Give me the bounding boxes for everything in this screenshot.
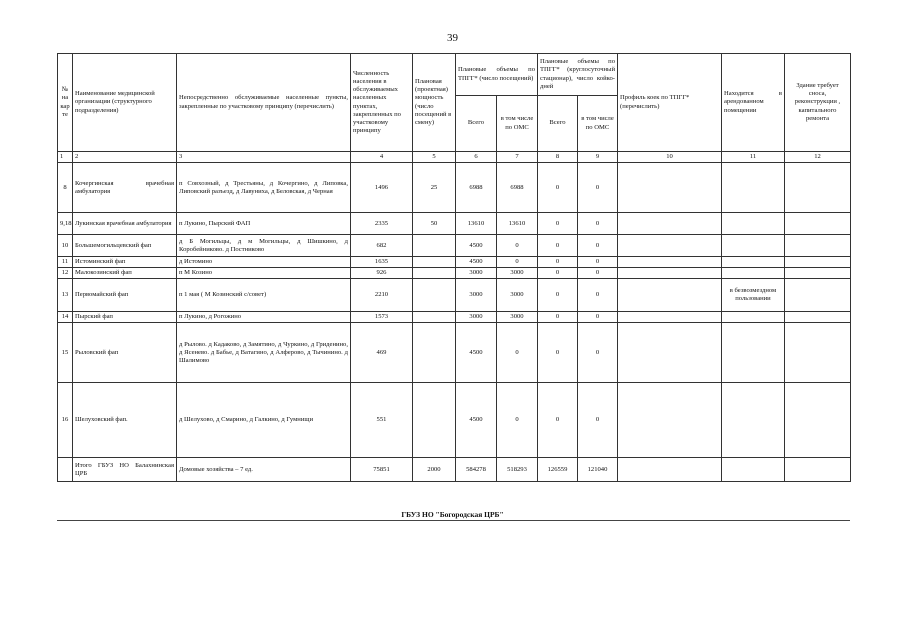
bed-profile-cell (618, 257, 722, 268)
population-cell: 2335 (351, 213, 413, 235)
bed-profile-cell (618, 213, 722, 235)
visits-total-cell: 4500 (456, 257, 497, 268)
row-num: 9,18 (58, 213, 73, 235)
facility-name: Лукинская врачебная амбулатория (73, 213, 177, 235)
served-localities: д Рылово. д Кадаково, д Замятино, д Чуркино, д Гриденино, д Ясенево. д Бабье, д Ватагино, д Алферово, д Тычинино. д Шалимово (177, 323, 351, 383)
served-localities: д Б Могильцы, д м Могильцы, д Шишкино, д Коробейниково. д Постниково (177, 235, 351, 257)
table-row (58, 383, 851, 458)
capacity-cell (413, 257, 456, 268)
capacity-cell (413, 312, 456, 323)
column-number: 3 (177, 152, 351, 163)
beds-total-cell: 0 (538, 235, 578, 257)
beds-total-cell: 126559 (538, 458, 578, 482)
visits-oms-cell: 518293 (497, 458, 538, 482)
visits-total-cell: 3000 (456, 312, 497, 323)
capacity-cell (413, 323, 456, 383)
facility-name: Кочергинская врачебная амбулатория (73, 163, 177, 213)
capacity-cell: 50 (413, 213, 456, 235)
beds-total-cell: 0 (538, 257, 578, 268)
rented-cell (722, 323, 785, 383)
visits-oms-cell: 13610 (497, 213, 538, 235)
facility-name: Малокозинский фап (73, 268, 177, 279)
column-number: 10 (618, 152, 722, 163)
row-num: 11 (58, 257, 73, 268)
table-row (58, 257, 851, 268)
visits-oms-cell: 0 (497, 257, 538, 268)
facility-registry-table (57, 53, 851, 482)
bed-profile-cell (618, 312, 722, 323)
visits-oms-cell: 0 (497, 323, 538, 383)
header-rented: Находится в арендованном помещении (722, 54, 785, 152)
beds-total-cell: 0 (538, 383, 578, 458)
beds-total-cell: 0 (538, 279, 578, 312)
beds-oms-cell: 0 (578, 383, 618, 458)
row-num: 10 (58, 235, 73, 257)
facility-name: Истоминский фап (73, 257, 177, 268)
header-visits-group: Плановые объемы по ТПГГ* (число посещений) (456, 54, 538, 96)
visits-oms-cell: 3000 (497, 268, 538, 279)
repair-cell (785, 235, 851, 257)
population-cell: 1496 (351, 163, 413, 213)
column-number: 4 (351, 152, 413, 163)
rented-cell (722, 383, 785, 458)
header-name: Наименование медицинской организации (структурного подразделения) (73, 54, 177, 152)
served-localities: п М Козино (177, 268, 351, 279)
served-localities: п 1 мая ( М Козинский с/совет) (177, 279, 351, 312)
header-inpatient-group: Плановые объемы по ТПГГ* (круглосуточный стационар), число койко-дней (538, 54, 618, 96)
visits-total-cell: 3000 (456, 279, 497, 312)
row-num: 16 (58, 383, 73, 458)
capacity-cell (413, 279, 456, 312)
beds-total-cell: 0 (538, 323, 578, 383)
population-cell: 75851 (351, 458, 413, 482)
capacity-cell (413, 235, 456, 257)
beds-oms-cell: 0 (578, 323, 618, 383)
visits-total-cell: 4500 (456, 235, 497, 257)
repair-cell (785, 213, 851, 235)
visits-oms-cell: 6988 (497, 163, 538, 213)
bed-profile-cell (618, 323, 722, 383)
facility-name: Шелуховский фап. (73, 383, 177, 458)
beds-total-cell: 0 (538, 213, 578, 235)
row-num (58, 458, 73, 482)
visits-total-cell: 4500 (456, 383, 497, 458)
header-visits-total: Всего (456, 96, 497, 152)
beds-total-cell: 0 (538, 163, 578, 213)
capacity-cell: 2000 (413, 458, 456, 482)
beds-oms-cell: 0 (578, 163, 618, 213)
served-localities: д Истомино (177, 257, 351, 268)
beds-oms-cell: 0 (578, 235, 618, 257)
bed-profile-cell (618, 235, 722, 257)
rented-cell (722, 268, 785, 279)
population-cell: 682 (351, 235, 413, 257)
visits-total-cell: 584278 (456, 458, 497, 482)
repair-cell (785, 268, 851, 279)
row-num: 15 (58, 323, 73, 383)
table-row (58, 235, 851, 257)
bed-profile-cell (618, 383, 722, 458)
visits-total-cell: 3000 (456, 268, 497, 279)
table-row (58, 312, 851, 323)
rented-cell (722, 312, 785, 323)
header-beds-oms: в том числе по ОМС (578, 96, 618, 152)
visits-oms-cell: 3000 (497, 279, 538, 312)
header-repair: Здание требует сноса, реконструкции , капитального ремонта (785, 54, 851, 152)
capacity-cell (413, 268, 456, 279)
column-number: 11 (722, 152, 785, 163)
beds-total-cell: 0 (538, 312, 578, 323)
rented-cell: в безвозмездном пользовании (722, 279, 785, 312)
column-number: 9 (578, 152, 618, 163)
beds-total-cell: 0 (538, 268, 578, 279)
served-localities: п Лукино, д Рогожино (177, 312, 351, 323)
beds-oms-cell: 121040 (578, 458, 618, 482)
column-number: 1 (58, 152, 73, 163)
header-capacity: Плановая (проектная) мощность (число посещений в смену) (413, 54, 456, 152)
divider (57, 520, 850, 521)
rented-cell (722, 235, 785, 257)
row-num: 13 (58, 279, 73, 312)
facility-name: Первомайский фап (73, 279, 177, 312)
beds-oms-cell: 0 (578, 279, 618, 312)
table-row (58, 213, 851, 235)
header-served: Непосредственно обслуживаемые населенные пункты, закрепленные по участковому принципу (перечислить) (177, 54, 351, 152)
population-cell: 926 (351, 268, 413, 279)
bed-profile-cell (618, 279, 722, 312)
repair-cell (785, 279, 851, 312)
column-number: 7 (497, 152, 538, 163)
facility-name: Рыловский фап (73, 323, 177, 383)
column-number: 12 (785, 152, 851, 163)
rented-cell (722, 458, 785, 482)
capacity-cell (413, 383, 456, 458)
column-number: 6 (456, 152, 497, 163)
row-num: 8 (58, 163, 73, 213)
header-population: Численность населения в обслуживаемых населенных пунктах, закрепленных по участковому принципу (351, 54, 413, 152)
visits-total-cell: 4500 (456, 323, 497, 383)
served-localities: д Шелухово, д Смарино, д Галкино, д Гумнищи (177, 383, 351, 458)
table-row (58, 323, 851, 383)
visits-oms-cell: 3000 (497, 312, 538, 323)
section-title: ГБУЗ НО "Богородская ЦРБ" (401, 510, 504, 519)
beds-oms-cell: 0 (578, 257, 618, 268)
beds-oms-cell: 0 (578, 268, 618, 279)
column-number: 5 (413, 152, 456, 163)
table-row (58, 268, 851, 279)
header-profile: Профиль коек по ТПГГ* (перечислить) (618, 54, 722, 152)
bed-profile-cell (618, 163, 722, 213)
repair-cell (785, 257, 851, 268)
visits-total-cell: 13610 (456, 213, 497, 235)
header-beds-total: Всего (538, 96, 578, 152)
visits-oms-cell: 0 (497, 383, 538, 458)
population-cell: 1573 (351, 312, 413, 323)
total-row (58, 458, 851, 482)
repair-cell (785, 383, 851, 458)
rented-cell (722, 213, 785, 235)
row-num: 14 (58, 312, 73, 323)
header-num: № на кар те (58, 54, 73, 152)
rented-cell (722, 257, 785, 268)
served-localities: Домовые хозяйства – 7 ед. (177, 458, 351, 482)
table-row (58, 163, 851, 213)
beds-oms-cell: 0 (578, 213, 618, 235)
facility-name: Пырский фап (73, 312, 177, 323)
repair-cell (785, 323, 851, 383)
table-row (58, 279, 851, 312)
visits-oms-cell: 0 (497, 235, 538, 257)
header-row (58, 54, 851, 96)
beds-oms-cell: 0 (578, 312, 618, 323)
population-cell: 2210 (351, 279, 413, 312)
column-number: 2 (73, 152, 177, 163)
bed-profile-cell (618, 458, 722, 482)
repair-cell (785, 312, 851, 323)
population-cell: 469 (351, 323, 413, 383)
bed-profile-cell (618, 268, 722, 279)
header-visits-oms: в том числе по ОМС (497, 96, 538, 152)
population-cell: 1635 (351, 257, 413, 268)
repair-cell (785, 163, 851, 213)
served-localities: п Лукино, Пырский ФАП (177, 213, 351, 235)
visits-total-cell: 6988 (456, 163, 497, 213)
facility-name: Большемогильцевский фап (73, 235, 177, 257)
repair-cell (785, 458, 851, 482)
column-number: 8 (538, 152, 578, 163)
served-localities: п Совхозный, д Трестьяны, д Кочергино, д Липовка, Липовский разъезд, д Лавуниха, д Беловская, д Черная (177, 163, 351, 213)
page-number: 39 (447, 32, 458, 44)
population-cell: 551 (351, 383, 413, 458)
column-number-row (58, 152, 851, 163)
capacity-cell: 25 (413, 163, 456, 213)
facility-name: Итого ГБУЗ НО Балахнинская ЦРБ (73, 458, 177, 482)
row-num: 12 (58, 268, 73, 279)
rented-cell (722, 163, 785, 213)
